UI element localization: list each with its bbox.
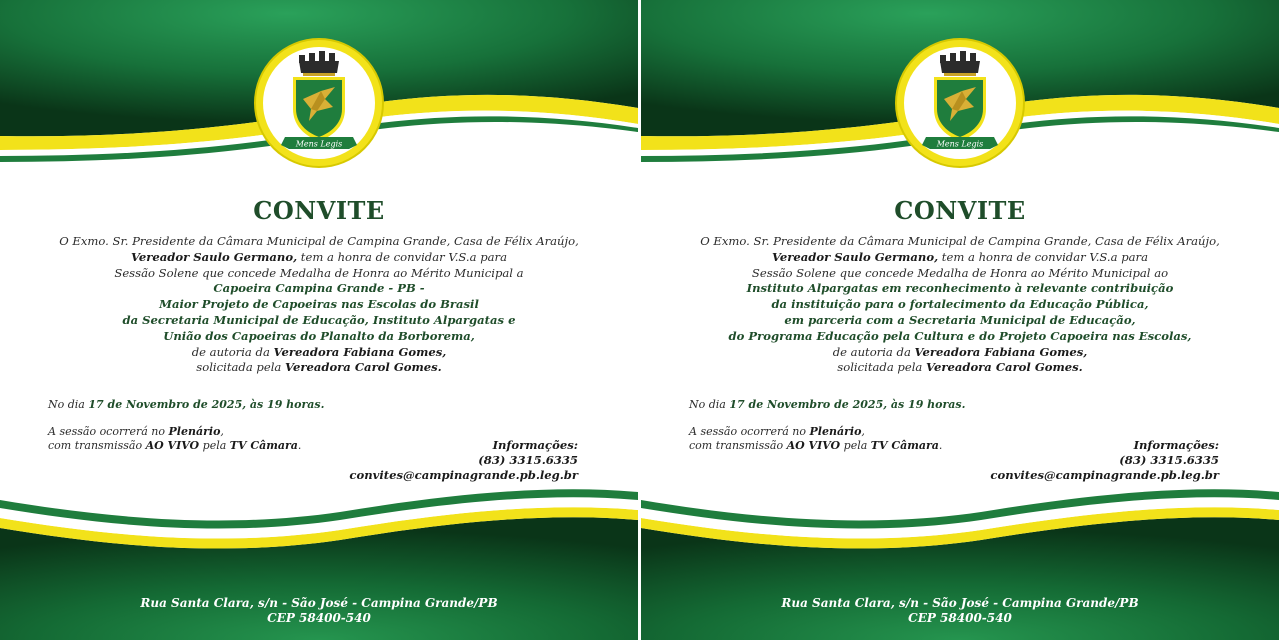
session-text: pela [199, 439, 230, 452]
session-text: . [297, 439, 302, 452]
invite-line [0, 297, 638, 313]
session-info [689, 425, 942, 453]
text-segment: Vereadora Carol Gomes. [926, 360, 1083, 375]
date-prefix: No dia [689, 398, 730, 411]
session-line-1 [689, 425, 942, 439]
invite-line [641, 234, 1279, 250]
text-segment: de autoria da [191, 344, 274, 359]
session-text: pela [840, 439, 871, 452]
session-place: Plenário [168, 425, 221, 438]
session-tv: TV Câmara [229, 439, 298, 452]
text-segment: Sessão Solene que concede Medalha de Honra ao Mérito Municipal ao [751, 265, 1169, 280]
invitation-title: CONVITE [253, 196, 385, 225]
text-segment: em parceria com a Secretaria Municipal de Educação, [784, 312, 1136, 327]
date-text: 17 de Novembro de 2025, às 19 horas. [729, 398, 966, 411]
text-segment: Vereador Saulo Germano, [130, 249, 298, 264]
invitation-body [0, 234, 638, 376]
session-text: com transmissão [48, 439, 146, 452]
session-text: A sessão ocorrerá no [689, 425, 810, 438]
session-line-1 [48, 425, 301, 439]
invite-line [641, 345, 1279, 361]
info-phone: (83) 3315.6335 [1119, 453, 1219, 467]
crown-icon [940, 51, 980, 76]
session-text: . [938, 439, 943, 452]
invite-line [0, 345, 638, 361]
text-segment: da instituição para o fortalecimento da Educação Pública, [771, 297, 1149, 312]
coat-of-arms-emblem [256, 40, 382, 166]
text-segment: Instituto Alpargatas em reconhecimento à relevante contribuição [746, 281, 1174, 296]
info-label: Informações: [492, 438, 578, 452]
invite-line [641, 281, 1279, 297]
text-segment: Capoeira Campina Grande - PB - [213, 281, 425, 296]
contact-info [349, 438, 578, 483]
text-segment: solicitada pela [837, 360, 927, 375]
info-label: Informações: [1133, 438, 1219, 452]
ribbon-banner [922, 137, 998, 149]
invite-line [0, 360, 638, 376]
text-segment: Vereadora Fabiana Gomes, [914, 344, 1088, 359]
text-segment: de autoria da [832, 344, 915, 359]
address-line: Rua Santa Clara, s/n - São José - Campina Grande/PB [140, 596, 498, 610]
invite-line [0, 313, 638, 329]
session-text: A sessão ocorrerá no [48, 425, 169, 438]
text-segment: Maior Projeto de Capoeiras nas Escolas do Brasil [159, 297, 479, 312]
text-segment: solicitada pela [196, 360, 286, 375]
cep-line: CEP 58400-540 [908, 610, 1012, 625]
address-line: Rua Santa Clara, s/n - São José - Campina Grande/PB [781, 596, 1139, 610]
text-segment: O Exmo. Sr. Presidente da Câmara Municipal de Campina Grande, Casa de Félix Araújo, [700, 234, 1220, 248]
invite-line [641, 250, 1279, 266]
footer-address [0, 596, 638, 625]
text-segment: Vereadora Fabiana Gomes, [273, 344, 447, 359]
text-segment: tem a honra de convidar V.S.a para [938, 249, 1149, 264]
session-tv: TV Câmara [870, 439, 939, 452]
text-segment: O Exmo. Sr. Presidente da Câmara Municipal de Campina Grande, Casa de Félix Araújo, [59, 234, 579, 248]
crest-motto: Mens Legis [295, 139, 343, 149]
cep-line: CEP 58400-540 [267, 610, 371, 625]
session-text: , [861, 425, 865, 438]
invite-line [0, 234, 638, 250]
text-segment: da Secretaria Municipal de Educação, Instituto Alpargatas e [122, 312, 516, 327]
ribbon-banner [281, 137, 357, 149]
invite-line [641, 266, 1279, 282]
info-email: convites@campinagrande.pb.leg.br [990, 468, 1219, 482]
invite-line [0, 266, 638, 282]
session-line-2 [689, 439, 942, 453]
text-segment: União dos Capoeiras do Planalto da Borborema, [163, 328, 475, 343]
info-email: convites@campinagrande.pb.leg.br [349, 468, 578, 482]
invitation-title: CONVITE [894, 196, 1026, 225]
session-info [48, 425, 301, 453]
crest-motto: Mens Legis [936, 139, 984, 149]
event-date [48, 398, 324, 411]
session-live: AO VIVO [145, 439, 200, 452]
invitation-card-2 [641, 0, 1279, 640]
date-text: 17 de Novembro de 2025, às 19 horas. [88, 398, 325, 411]
session-text: com transmissão [689, 439, 787, 452]
contact-info [990, 438, 1219, 483]
session-text: , [220, 425, 224, 438]
invite-line [0, 250, 638, 266]
text-segment: Sessão Solene que concede Medalha de Honra ao Mérito Municipal a [114, 265, 524, 280]
invite-line [641, 297, 1279, 313]
invitation-card-1 [0, 0, 638, 640]
session-place: Plenário [809, 425, 862, 438]
invite-line [0, 281, 638, 297]
date-prefix: No dia [48, 398, 89, 411]
crown-icon [299, 51, 339, 76]
info-phone: (83) 3315.6335 [478, 453, 578, 467]
invite-line [0, 329, 638, 345]
footer-address [641, 596, 1279, 625]
text-segment: tem a honra de convidar V.S.a para [297, 249, 508, 264]
invite-line [641, 360, 1279, 376]
invitation-body [641, 234, 1279, 376]
text-segment: do Programa Educação pela Cultura e do Projeto Capoeira nas Escolas, [728, 328, 1192, 343]
coat-of-arms-emblem [897, 40, 1023, 166]
event-date [689, 398, 965, 411]
text-segment: Vereadora Carol Gomes. [285, 360, 442, 375]
invite-line [641, 329, 1279, 345]
session-live: AO VIVO [786, 439, 841, 452]
invite-line [641, 313, 1279, 329]
text-segment: Vereador Saulo Germano, [771, 249, 939, 264]
session-line-2 [48, 439, 301, 453]
